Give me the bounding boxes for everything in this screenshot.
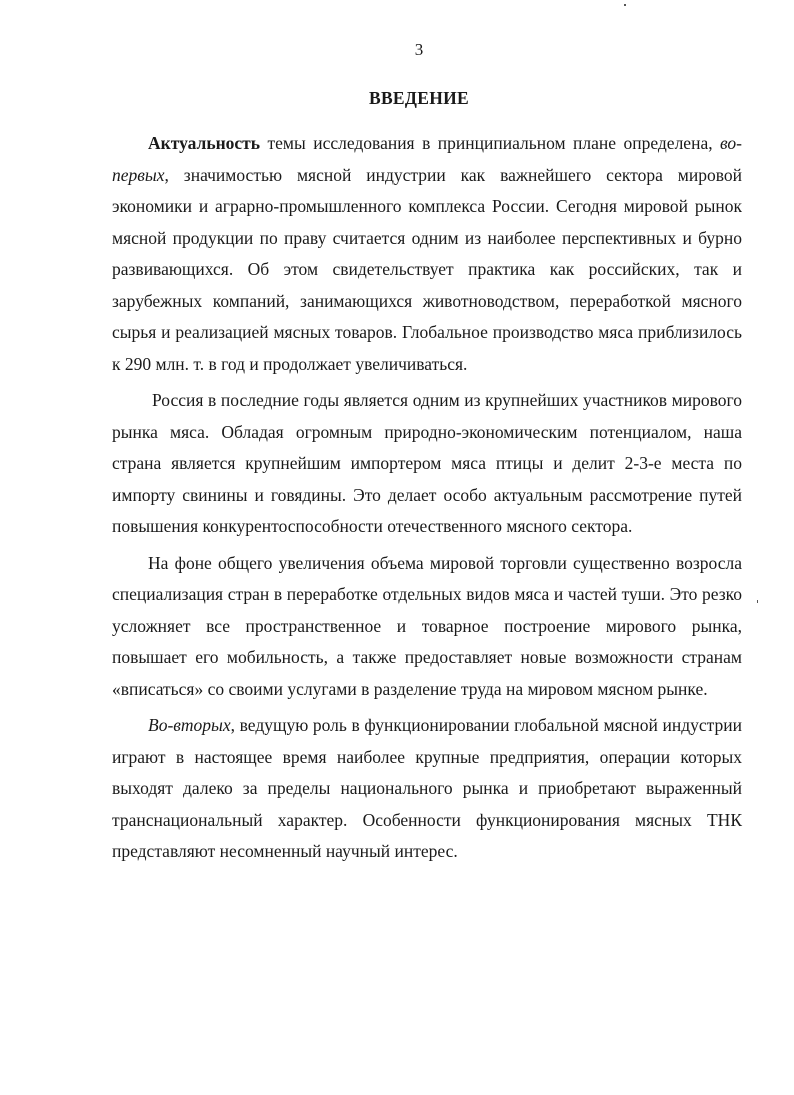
- scan-speck: [624, 4, 626, 6]
- page-number: 3: [414, 40, 424, 59]
- paragraph-4: [112, 710, 742, 868]
- text-span: , ведущую роль в функционировании глобальной мясной индустрии играют в настоящее время наиболее крупные предприятия, операции которых выходят далеко за пределы национального рынка и приобретают выраженный транснациональный характер. Особенности функционирования мясных ТНК представляют несомненный научный интерес.: [112, 715, 742, 861]
- text-span: , значимостью мясной индустрии как важнейшего сектора мировой экономики и аграрно-промышленного комплекса России. Сегодня мировой рынок мясной продукции по праву считается одним из наиболее перспективных и бурно развивающихся. Об этом свидетельствует практика как российских, так и зарубежных компаний, занимающихся животноводством, переработкой мясного сырья и реализацией мясных товаров. Глобальное производство мяса приблизилось к 290 млн. т. в год и продолжает увеличиваться.: [112, 164, 742, 374]
- paragraph-1: [112, 128, 742, 380]
- page-title: ВВЕДЕНИЕ: [368, 88, 470, 108]
- italic-term: во-первых: [112, 133, 742, 185]
- document-body: [112, 128, 742, 873]
- scan-speck: [757, 600, 758, 603]
- paragraph-3: На фоне общего увеличения объема мировой торговли существенно возросла специализация стран в переработке отдельных видов мяса и частей туши. Это резко усложняет все пространственное и товарное построение мирового рынка, повышает его мобильность, а также предоставляет новые возможности странам «вписаться» со своими услугами в разделение труда на мировом мясном рынке.: [112, 552, 742, 699]
- bold-lead: Актуальность: [148, 133, 261, 153]
- italic-term: Во-вторых: [148, 715, 231, 735]
- text-span: темы исследования в принципиальном плане определена,: [260, 133, 721, 153]
- paragraph-2: Россия в последние годы является одним из крупнейших участников мирового рынка мяса. Обладая огромным природно-экономическим потенциалом, наша страна является крупнейшим импортером мяса птицы и делит 2-3-е места по импорту свинины и говядины. Это делает особо актуальным рассмотрение путей повышения конкурентоспособности отечественного мясного сектора.: [112, 390, 742, 536]
